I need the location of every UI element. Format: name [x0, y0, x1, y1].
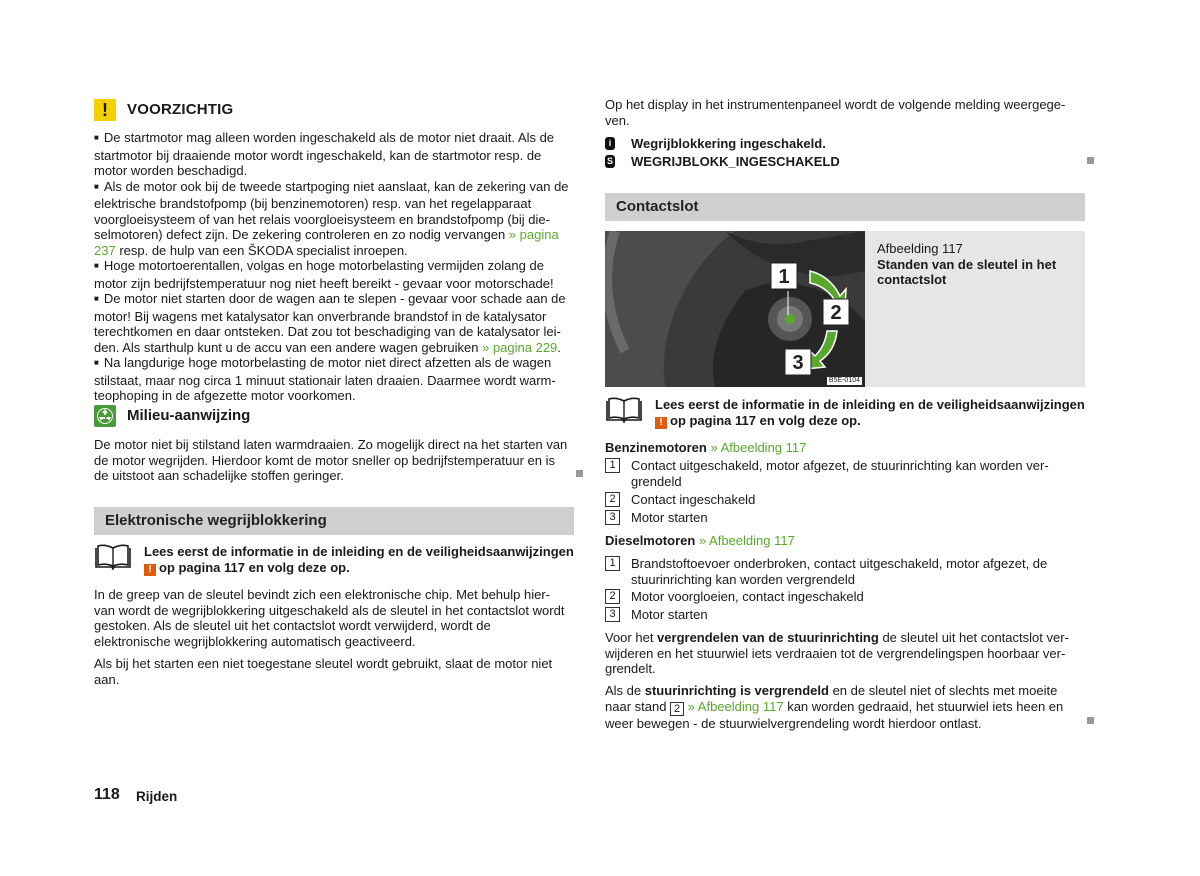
caution-bullet-4-tail: .	[557, 339, 561, 355]
lock-text-pre: Voor het	[605, 630, 658, 645]
figure-label: Afbeelding 117	[877, 241, 963, 256]
caution-bullet-2	[94, 179, 570, 259]
diesel-heading	[605, 533, 795, 549]
book-icon	[605, 397, 643, 423]
unlock-text-mid: en de sleutel niet of slechts met moeite naar stand	[605, 683, 1058, 714]
figure-link[interactable]: » Afbeelding 117	[687, 698, 784, 714]
end-mark	[1087, 157, 1094, 164]
read-first-line-2: op pagina 117 en volg deze op.	[159, 559, 350, 575]
list-item-text: Contact uitgeschakeld, motor afgezet, de stuurinrichting kan worden ver-grendeld	[631, 458, 1049, 489]
paragraph-lock-steering	[605, 630, 1083, 677]
read-first-text	[655, 397, 1095, 429]
end-mark	[576, 470, 583, 477]
display-message-1-text: Wegrijblokkering ingeschakeld.	[631, 136, 826, 151]
list-item-text: Contact ingeschakeld	[631, 492, 756, 507]
display-icon-letter: S	[606, 156, 613, 166]
read-first-note	[94, 544, 574, 578]
unlock-text-bold: stuurinrichting is vergrendeld	[644, 683, 829, 698]
page-link-237[interactable]: » pagina 237	[94, 227, 559, 258]
ignition-illustration	[605, 231, 865, 387]
caution-bullet-2-tail: resp. de hulp van een ŠKODA specialist inroepen.	[115, 242, 408, 258]
figure-code: B5E-0104	[828, 377, 860, 384]
benzine-heading-text: Benzinemotoren	[605, 440, 707, 455]
figure-117	[605, 231, 1085, 387]
warning-icon: !	[94, 99, 116, 121]
position-number-box: 2	[605, 492, 620, 507]
list-item-text: Brandstoftoevoer onderbroken, contact uitgeschakeld, motor afgezet, de stuurinrichting kan worden vergrendeld	[631, 556, 1048, 587]
paragraph-unlock-steering	[605, 683, 1083, 731]
position-number-box: 1	[605, 458, 620, 473]
paragraph-unauthorized-key: Als bij het starten een niet toegestane sleutel wordt gebruikt, slaat de motor niet aan.	[94, 656, 553, 687]
caution-bullet-5: ■ Na langdurige hoge motorbelasting de motor niet direct afzetten als de wagen stilstaat, maar nog circa 1 minuut stationair laten draaien. Daarmee wordt warm-teophoping in de afgezette motor voorkomen.	[94, 355, 570, 404]
ignition-lock-photo	[605, 231, 865, 387]
page-link-229[interactable]: » pagina 229	[482, 339, 558, 355]
unlock-text-post: kan worden gedraaid, het stuurwiel iets heen en weer bewegen - de stuurwielvergrendeling wordt hierdoor ontlast.	[605, 698, 1064, 731]
section-header-immobilizer	[94, 507, 574, 535]
info-display-icon	[605, 137, 615, 150]
caution-header	[94, 99, 574, 123]
page-number: 118	[94, 786, 120, 803]
figure-mark-3: 3	[792, 352, 804, 374]
unlock-text-pre: Als de	[605, 683, 645, 698]
book-icon	[94, 544, 132, 570]
benzine-heading	[605, 440, 806, 456]
list-item-text: Motor starten	[631, 607, 708, 622]
read-first-line-1: Lees eerst de informatie in de inleiding en de veiligheidsaanwijzingen	[144, 544, 574, 559]
caution-bullet-4	[94, 291, 570, 355]
lock-text-bold: vergrendelen van de stuurinrichting	[657, 630, 879, 645]
section-header-ignition	[605, 193, 1085, 221]
warning-icon: !	[655, 417, 667, 429]
position-number-box: 3	[605, 510, 620, 525]
eco-note-text: De motor niet bij stilstand laten warmdraaien. Zo mogelijk direct na het starten van de motor wegrijden. Hierdoor komt de motor sneller op bedrijfstemperatuur en is de uitstoot aan schadelijke stoffen geringer.	[94, 437, 568, 483]
section-title-immobilizer: Elektronische wegrijblokkering	[105, 512, 327, 529]
section-title-ignition: Contactslot	[616, 198, 699, 215]
caution-bullet-2-text: Als de motor ook bij de tweede startpoging niet aanslaat, kan de zekering van de elektrische brandstofpomp (bij benzinemotoren) resp. van het regelapparaat voorgloeisysteem of van het relais voorgloeisysteem en brandstofpomp (bij die-selmotoren) defect zijn. De zekering controleren en zo nodig vervangen	[94, 178, 569, 242]
figure-caption-text: Standen van de sleutel in het contactslot	[877, 256, 1057, 287]
page-section-label: Rijden	[136, 789, 178, 804]
eco-note-title: Milieu-aanwijzing	[127, 407, 251, 424]
caution-bullet-1: ■ De startmotor mag alleen worden ingeschakeld als de motor niet draait. Als de startmotor bij draaiende motor wordt ingeschakeld, kan de startmotor resp. de motor worden beschadigd.	[94, 130, 570, 179]
list-item-text: Motor voorgloeien, contact ingeschakeld	[631, 589, 864, 604]
list-item-text: Motor starten	[631, 510, 708, 525]
paragraph-chip: In de greep van de sleutel bevindt zich een elektronische chip. Met behulp hier-van wordt de wegrijblokkering uitgeschakeld als de sleutel in het contactslot wordt gestoken. Als de sleutel uit het contactslot wordt verwijderd, wordt de elektronische wegrijblokkering automatisch geactiveerd.	[94, 587, 565, 649]
read-first-line-1: Lees eerst de informatie in de inleiding en de veiligheidsaanwijzingen	[655, 397, 1085, 412]
recycle-icon	[94, 405, 116, 427]
figure-link[interactable]: » Afbeelding 117	[698, 533, 795, 548]
figure-caption	[877, 241, 1077, 288]
position-number-box: 2	[670, 702, 684, 716]
caution-bullet-3: ■ Hoge motortoerentallen, volgas en hoge motorbelasting vermijden zolang de motor zijn bedrijfstemperatuur nog niet heeft bereikt - gevaar voor motorschade!	[94, 258, 570, 291]
display-intro: Op het display in het instrumentenpaneel wordt de volgende melding weergege-ven.	[605, 97, 1066, 128]
caution-bullet-4-text: De motor niet starten door de wagen aan te slepen - gevaar voor schade aan de motor! Bij wagens met katalysator kan onverbrande brandstof in de katalysator terechtkomen en daar ontsteken. Dat zou tot beschadiging van de katalysator lei-den. Als starthulp kunt u de accu van een andere wagen gebruiken	[94, 291, 566, 355]
caution-title: VOORZICHTIG	[127, 101, 234, 118]
display-icon-letter: i	[608, 138, 612, 148]
eco-note-header	[94, 405, 574, 429]
diesel-heading-text: Dieselmotoren	[605, 533, 696, 548]
caution-body	[94, 130, 570, 404]
position-number-box: 3	[605, 607, 620, 622]
eco-note-body	[94, 437, 570, 484]
figure-mark-2: 2	[830, 302, 842, 324]
read-first-line-2: op pagina 117 en volg deze op.	[670, 412, 861, 428]
position-number-box: 1	[605, 556, 620, 571]
read-first-note	[605, 397, 1085, 431]
read-first-text	[144, 544, 584, 576]
warning-icon: !	[144, 564, 156, 576]
figure-link[interactable]: » Afbeelding 117	[710, 440, 807, 455]
end-mark	[1087, 717, 1094, 724]
figure-mark-1: 1	[778, 266, 790, 288]
lock-text-post: de sleutel uit het contactslot ver-wijderen en het stuurwiel iets verdraaien tot de vergrendelingspen hoorbaar ver-grendelt.	[605, 630, 1069, 676]
display-message-2-text: WEGRIJBLOKK_INGESCHAKELD	[631, 154, 840, 169]
position-number-box: 2	[605, 589, 620, 604]
segment-display-icon	[605, 155, 615, 168]
